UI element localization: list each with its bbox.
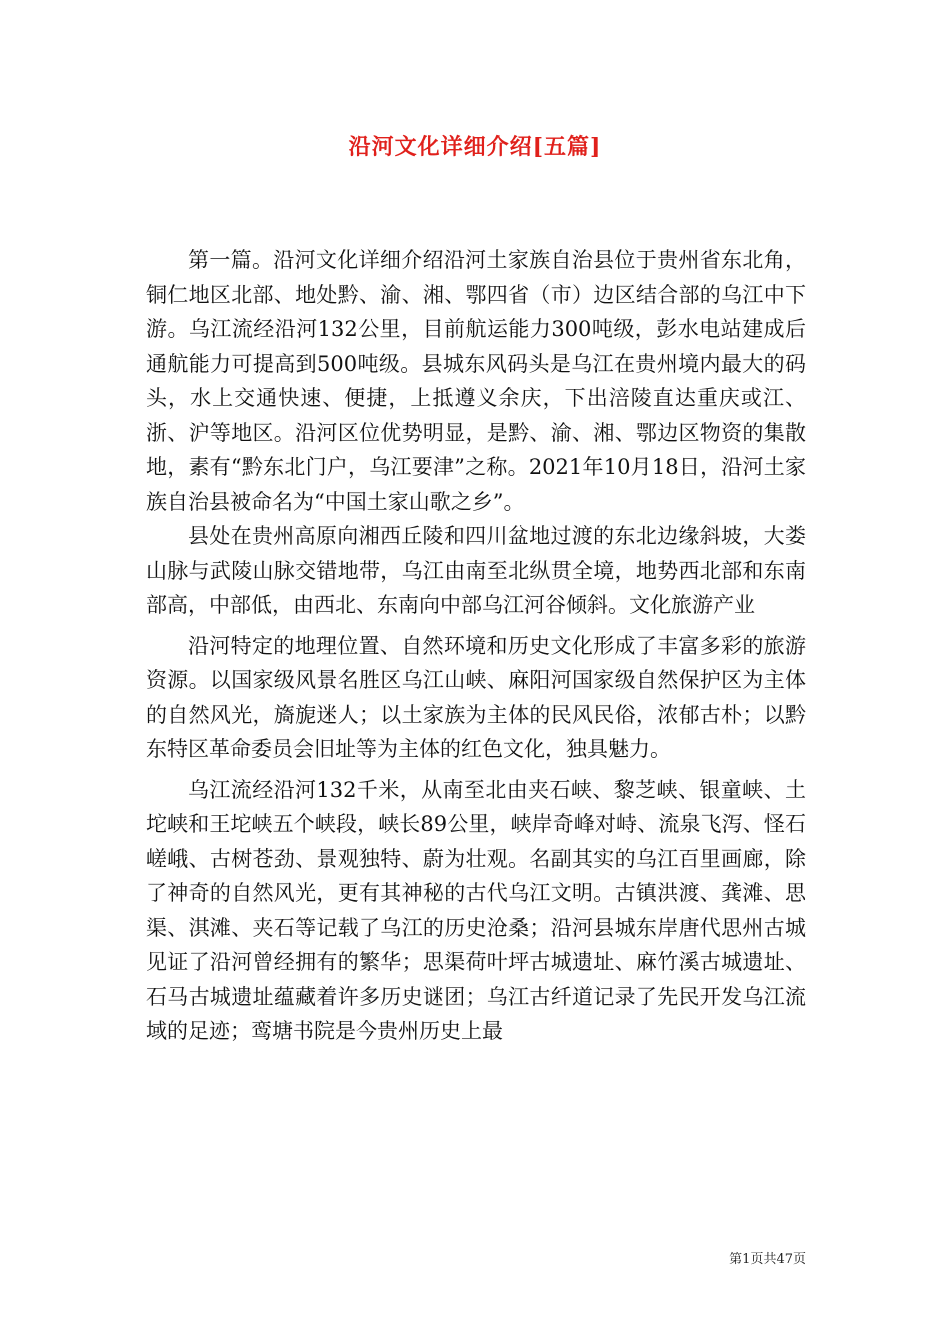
document-body <box>146 243 806 1049</box>
paragraph-1: 第一篇。沿河文化详细介绍沿河土家族自治县位于贵州省东北角，铜仁地区北部、地处黔、渝、湘、鄂四省（市）边区结合部的乌江中下游。乌江流经沿河132公里，目前航运能力300吨级，彭水电站建成后通航能力可提高到500吨级。县城东风码头是乌江在贵州境内最大的码头，水上交通快速、便捷，上抵遵义余庆，下出涪陵直达重庆或江、浙、沪等地区。沿河区位优势明显，是黔、渝、湘、鄂边区物资的集散地，素有“黔东北门户，乌江要津”之称。2021年10月18日，沿河土家族自治县被命名为“中国土家山歌之乡”。 <box>146 248 806 514</box>
page-number-footer: 第1页共47页 <box>729 1252 806 1267</box>
paragraph-3: 沿河特定的地理位置、自然环境和历史文化形成了丰富多彩的旅游资源。以国家级风景名胜区乌江山峡、麻阳河国家级自然保护区为主体的自然风光，旖旎迷人；以土家族为主体的民风民俗，浓郁古朴；以黔东特区革命委员会旧址等为主体的红色文化，独具魅力。 <box>146 633 806 761</box>
paragraph-4: 乌江流经沿河132千米，从南至北由夹石峡、黎芝峡、银童峡、土坨峡和王坨峡五个峡段，峡长89公里，峡岸奇峰对峙、流泉飞泻、怪石嵯峨、古树苍劲、景观独特、蔚为壮观。名副其实的乌江百里画廊，除了神奇的自然风光，更有其神秘的古代乌江文明。古镇洪渡、龚滩、思渠、淇滩、夹石等记载了乌江的历史沧桑；沿河县城东岸唐代思州古城见证了沿河曾经拥有的繁华；思渠荷叶坪古城遗址、麻竹溪古城遗址、石马古城遗址蕴藏着许多历史谜团；乌江古纤道记录了先民开发乌江流域的足迹；鸾塘书院是今贵州历史上最 <box>146 777 806 1043</box>
document-title: 沿河文化详细介绍[五篇] <box>348 134 602 160</box>
paragraph-2: 县处在贵州高原向湘西丘陵和四川盆地过渡的东北边缘斜坡，大娄山脉与武陵山脉交错地带，乌江由南至北纵贯全境，地势西北部和东南部高，中部低，由西北、东南向中部乌江河谷倾斜。文化旅游产业 <box>146 524 806 617</box>
